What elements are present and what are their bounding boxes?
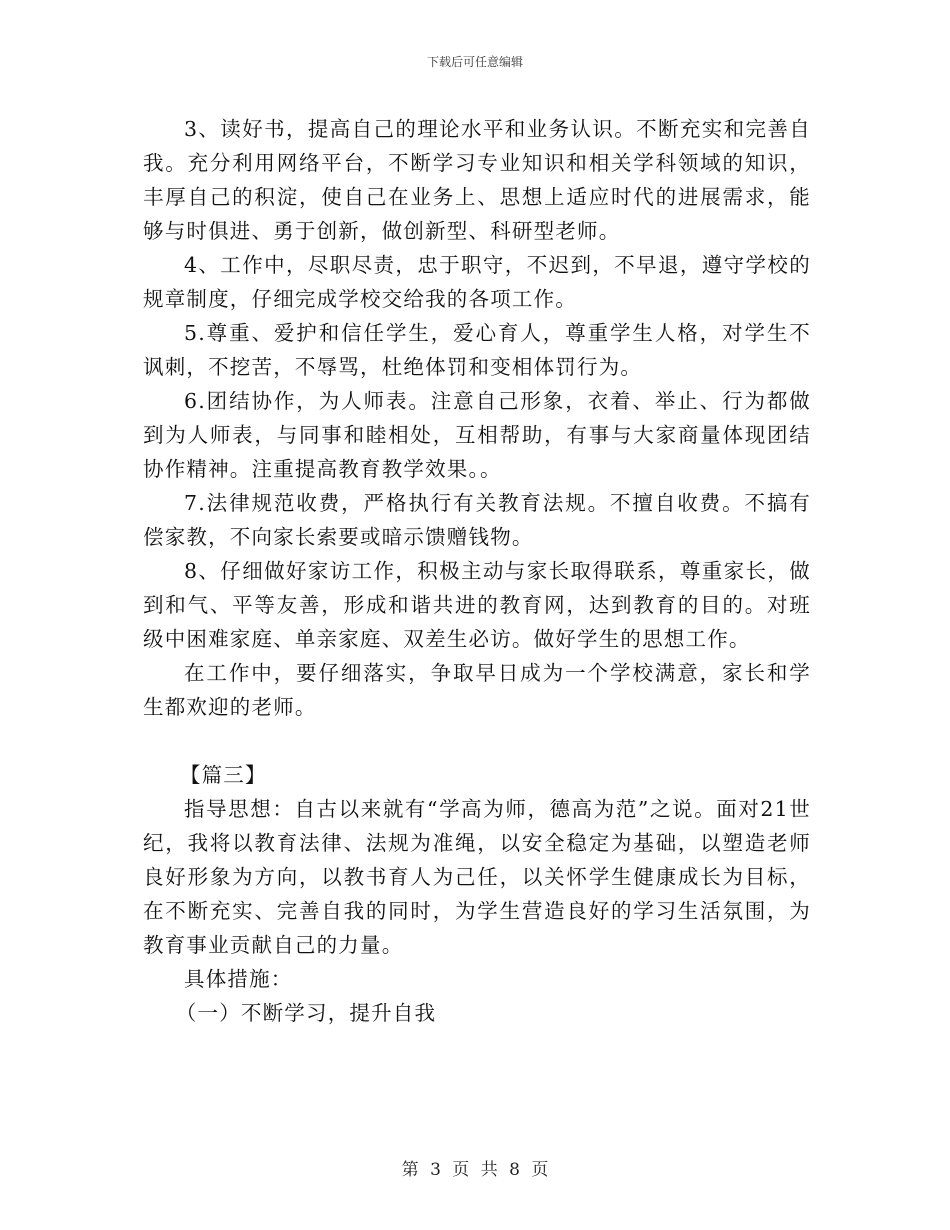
paragraph-conclusion: 在工作中，要仔细落实，争取早日成为一个学校满意，家长和学生都欢迎的老师。 — [143, 661, 811, 719]
paragraph-item-4: 4、工作中，尽职尽责，忠于职守，不迟到，不早退，遵守学校的规章制度，仔细完成学校交给我的各项工作。 — [143, 253, 811, 311]
paragraph-item-3: 3、读好书，提高自己的理论水平和业务认识。不断充实和完善自我。充分利用网络平台，不断学习专业知识和相关学科领域的知识，丰厚自己的积淀，使自己在业务上、思想上适应时代的进展需求，能够与时俱进、勇于创新，做创新型、科研型老师。 — [143, 117, 811, 243]
paragraph-item-5: 5.尊重、爱护和信任学生，爱心育人，尊重学生人格，对学生不讽刺，不挖苦，不辱骂，杜绝体罚和变相体罚行为。 — [143, 321, 811, 379]
measures-label: 具体措施： — [184, 967, 293, 991]
page-content — [143, 112, 811, 1030]
guiding-thought-paragraph: 指导思想：自古以来就有“学高为师，德高为范”之说。面对21世纪，我将以教育法律、法规为准绳，以安全稳定为基础，以塑造老师良好形象为方向，以教书育人为己任，以关怀学生健康成长为目标，在不断充实、完善自我的同时，为学生营造良好的学习生活氛围，为教育事业贡献自己的力量。 — [143, 797, 811, 957]
section-title: 【篇三】 — [179, 763, 267, 787]
page-footer: 第 3 页 共 8 页 — [401, 1160, 549, 1180]
page-header: 下载后可任意编辑 — [426, 55, 523, 69]
measure-item-1: （一）不断学习，提升自我 — [175, 1001, 437, 1025]
paragraph-item-8: 8、仔细做好家访工作，积极主动与家长取得联系，尊重家长，做到和气、平等友善，形成和谐共进的教育网，达到教育的目的。对班级中困难家庭、单亲家庭、双差生必访。做好学生的思想工作。 — [143, 559, 811, 651]
paragraph-item-6: 6.团结协作，为人师表。注意自己形象，衣着、举止、行为都做到为人师表，与同事和睦相处，互相帮助，有事与大家商量体现团结协作精神。注重提高教育教学效果。。 — [143, 389, 811, 481]
paragraph-item-7: 7.法律规范收费，严格执行有关教育法规。不擅自收费。不搞有偿家教，不向家长索要或暗示馈赠钱物。 — [143, 491, 811, 549]
